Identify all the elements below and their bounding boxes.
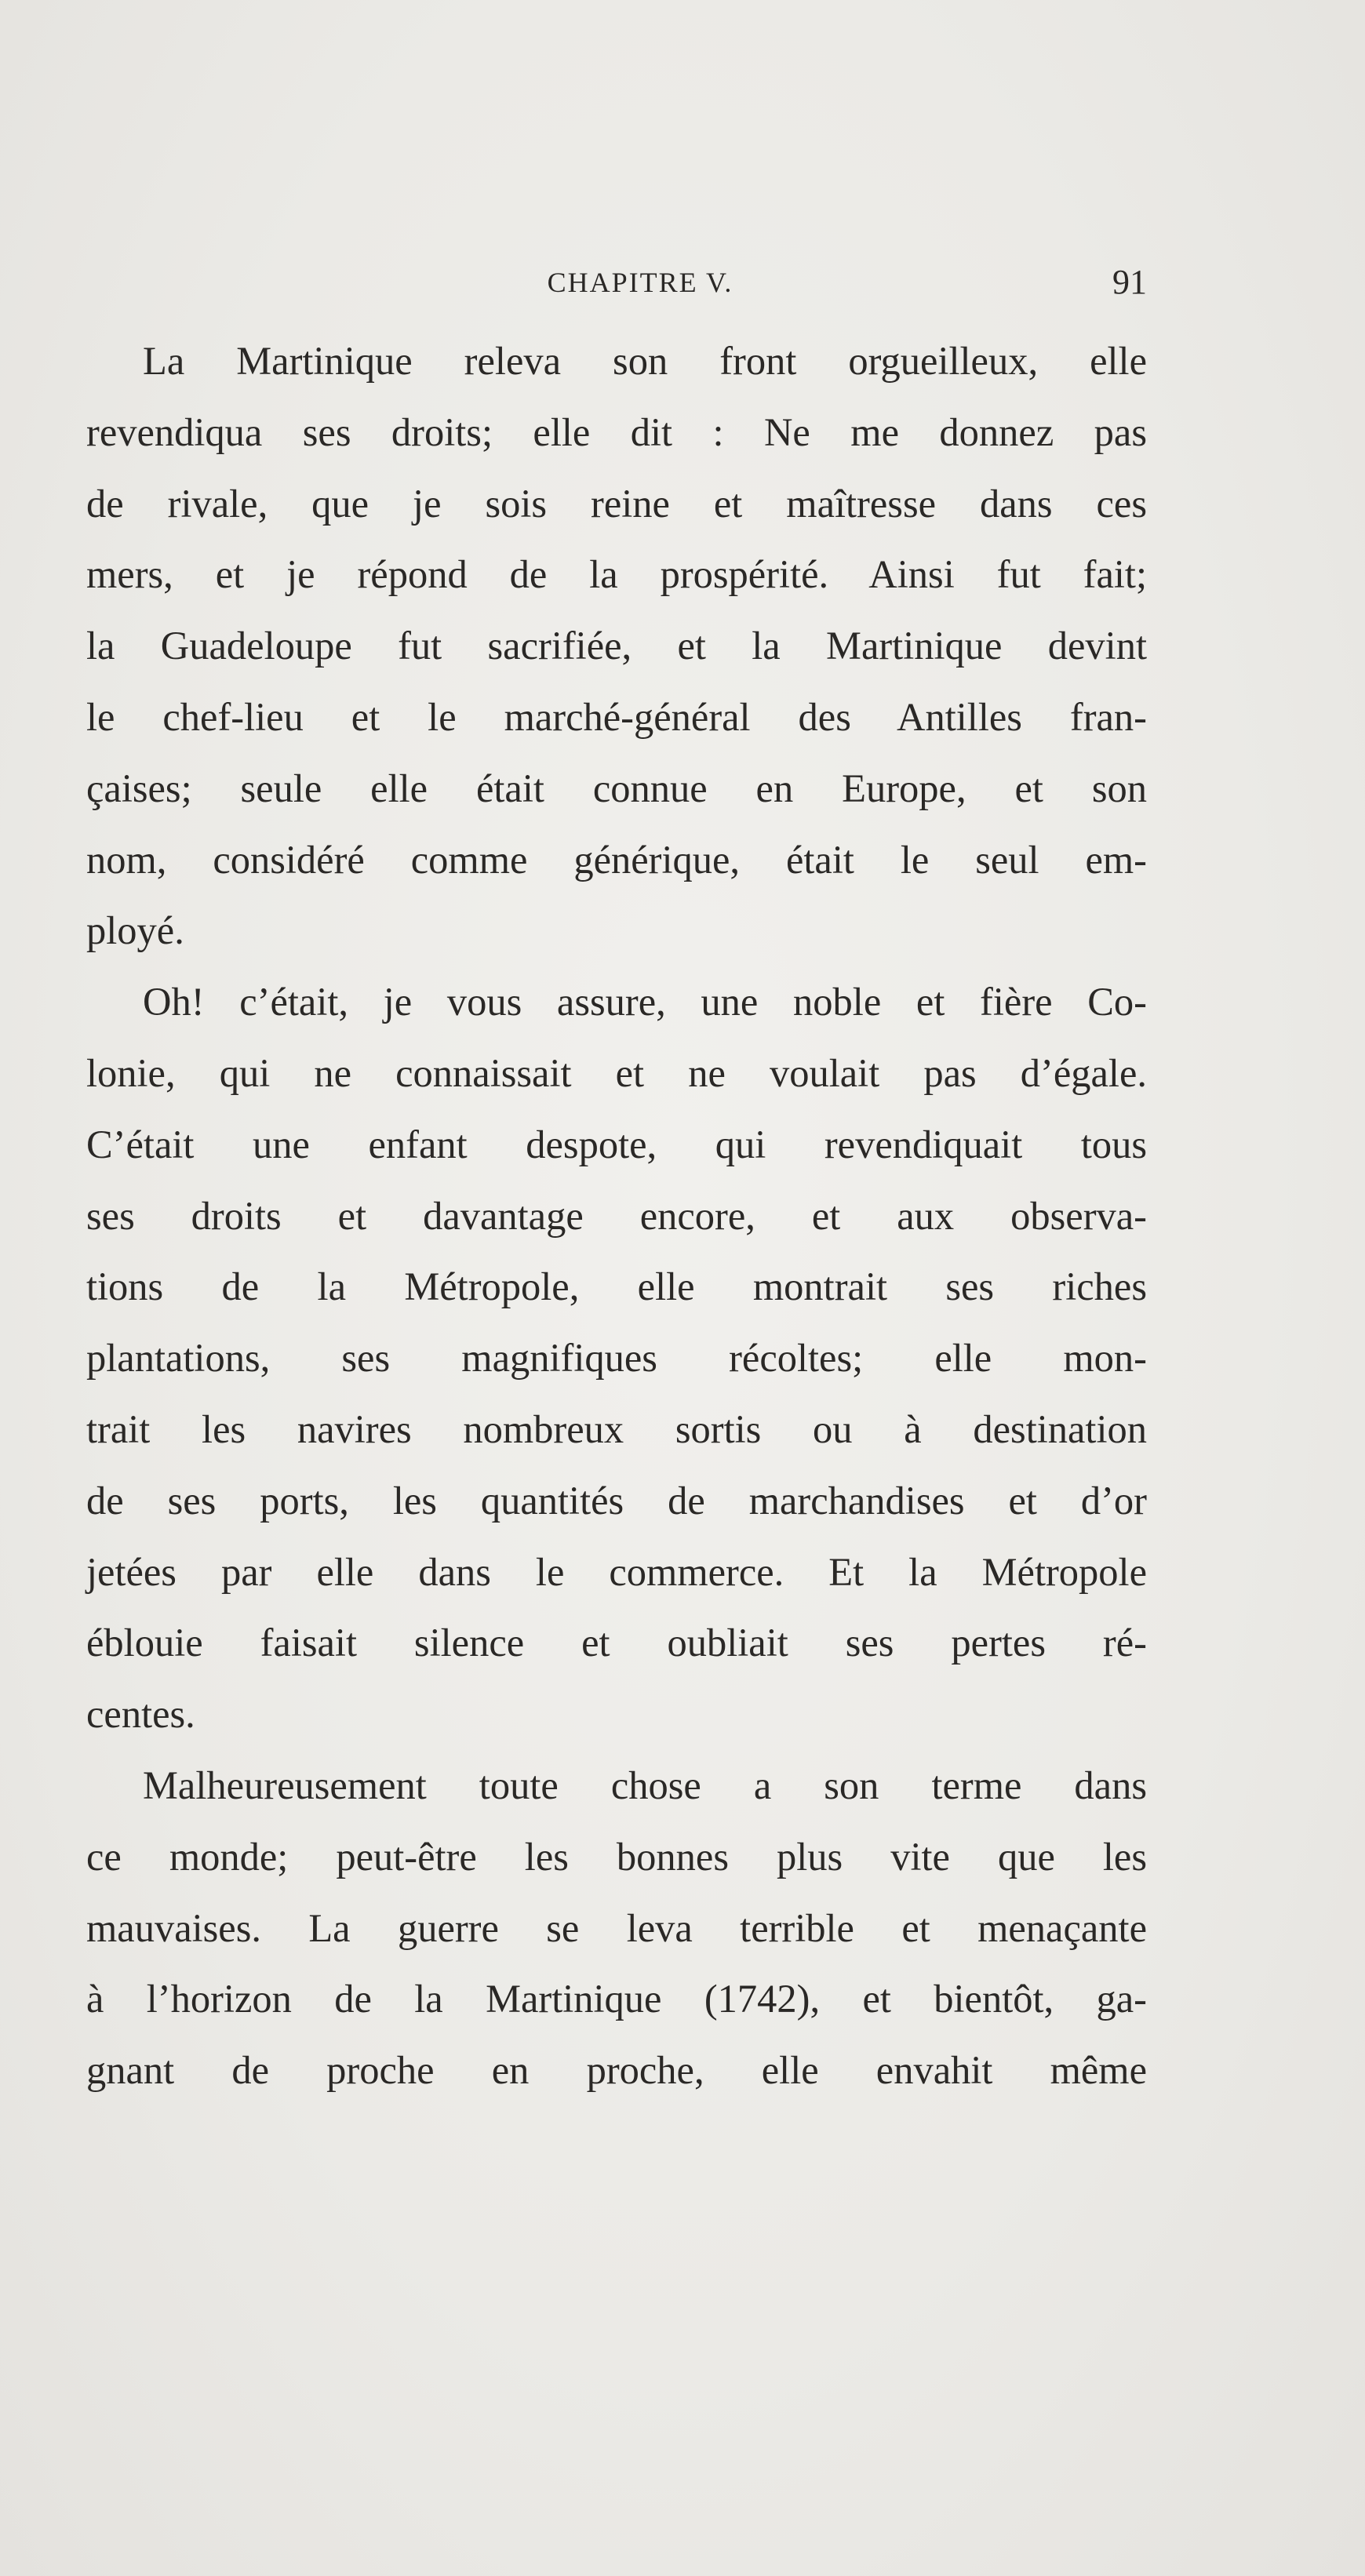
text-line: ce monde; peut-être les bonnes plus vite que les: [86, 1834, 1147, 1879]
text-line: La Martinique releva son front orgueilleux, elle: [143, 339, 1147, 383]
text-line: gnant de proche en proche, elle envahit même: [86, 2048, 1147, 2093]
paragraph-1: [86, 326, 1147, 966]
text-line: revendiqua ses droits; elle dit : Ne me donnez pas: [86, 409, 1147, 454]
text-line: de rivale, que je sois reine et maîtresse dans ces: [86, 481, 1147, 526]
page-number: 91: [1112, 263, 1147, 301]
text-line: la Guadeloupe fut sacrifiée, et la Martinique devint: [86, 624, 1147, 668]
text-line: plantations, ses magnifiques récoltes; elle mon-: [86, 1336, 1147, 1381]
text-line: éblouie faisait silence et oubliait ses pertes ré-: [86, 1621, 1147, 1665]
text-line: ses droits et davantage encore, et aux observa-: [86, 1193, 1147, 1238]
text-line: centes.: [86, 1692, 195, 1737]
text-line: jetées par elle dans le commerce. Et la Métropole: [86, 1549, 1147, 1594]
paragraph-2: [86, 966, 1147, 1750]
page-header: [133, 259, 1147, 306]
text-line: de ses ports, les quantités de marchandises et d’or: [86, 1478, 1147, 1523]
paragraph-3: [86, 1750, 1147, 2106]
text-line: çaises; seule elle était connue en Europe, et son: [86, 766, 1147, 810]
text-line: tions de la Métropole, elle montrait ses riches: [86, 1264, 1147, 1309]
text-line: trait les navires nombreux sortis ou à destination: [86, 1406, 1147, 1451]
text-line: à l’horizon de la Martinique (1742), et bientôt, ga-: [86, 1977, 1147, 2021]
text-line: nom, considéré comme générique, était le seul em-: [86, 837, 1147, 882]
text-line: mers, et je répond de la prospérité. Ainsi fut fait;: [86, 552, 1147, 597]
text-line: mauvaises. La guerre se leva terrible et menaçante: [86, 1905, 1147, 1950]
text-line: ployé.: [86, 908, 184, 953]
text-line: lonie, qui ne connaissait et ne voulait pas d’égale.: [86, 1050, 1147, 1095]
text-line: Oh! c’était, je vous assure, une noble et fière Co-: [143, 980, 1147, 1024]
text-line: Malheureusement toute chose a son terme dans: [143, 1763, 1147, 1807]
text-line: C’était une enfant despote, qui revendiquait tous: [86, 1122, 1147, 1166]
running-title: CHAPITRE V.: [547, 267, 733, 298]
text-line: le chef-lieu et le marché-général des Antilles fran-: [86, 694, 1147, 739]
body-text: [86, 326, 1147, 2106]
